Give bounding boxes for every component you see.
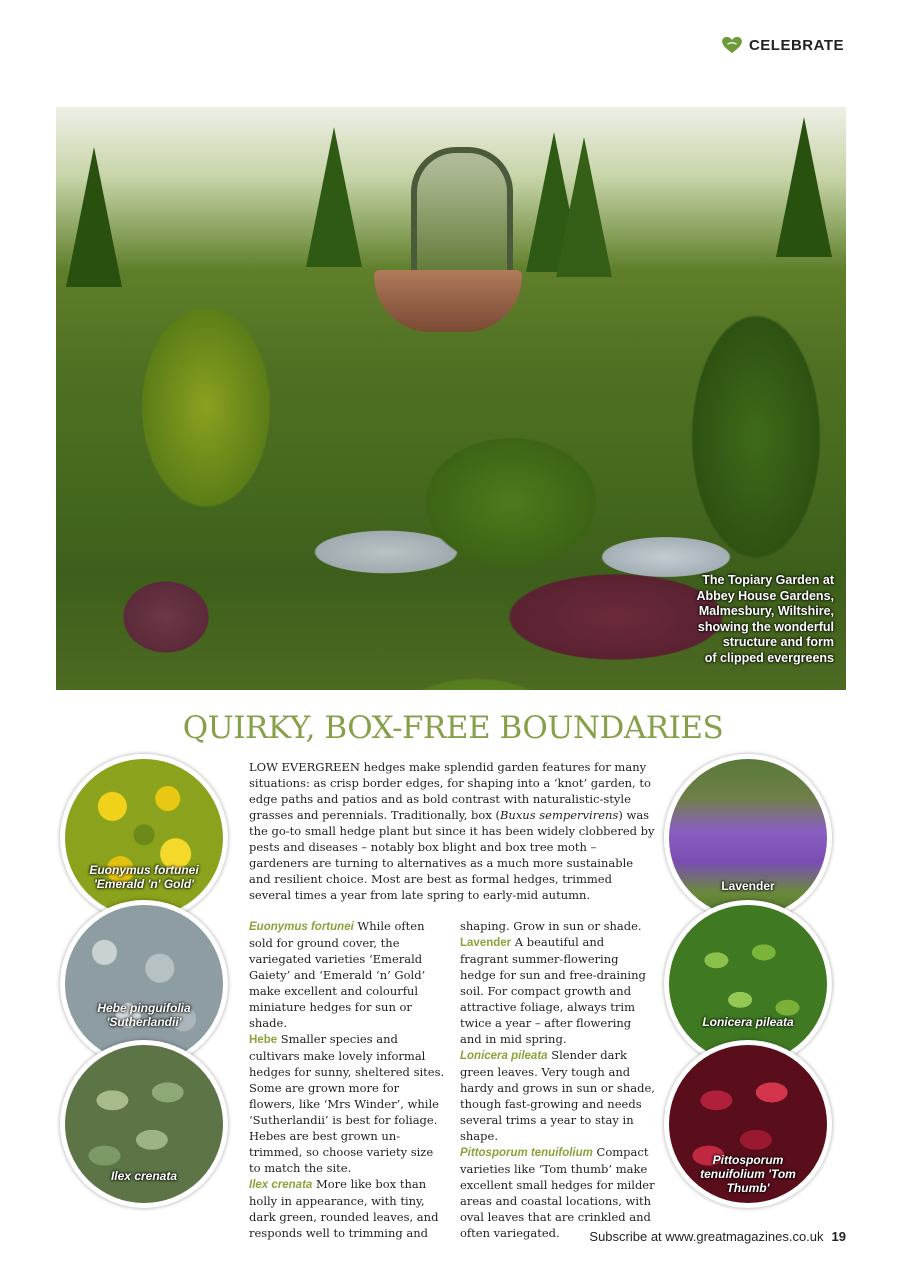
plant-text: While often sold for ground cover, the variegated varieties ‘Emerald Gaiety’ and ‘Emerald ‘n’ Gold’ make excellent and colourful miniature hedges for sun or shade. — [249, 919, 426, 1030]
hero-caption — [654, 573, 834, 666]
plant-entry-lonicera — [460, 1047, 656, 1144]
photo-label — [65, 1001, 223, 1029]
plant-name: Euonymus fortunei — [249, 921, 354, 933]
section-tag — [721, 36, 844, 54]
plant-name: Ilex crenata — [249, 1179, 313, 1191]
photo-label-line: 'Emerald 'n' Gold' — [93, 877, 195, 891]
photo-label-line: Euonymus fortunei — [89, 863, 199, 877]
plant-text: A beautiful and fragrant summer-flowering hedge for sun and free-draining soil. For compact growth and attractive foliage, always trim twice a year – after flowering and in mid spring. — [460, 935, 646, 1046]
plant-text-continued: shaping. Grow in sun or shade. — [460, 919, 642, 933]
photo-label — [65, 1169, 223, 1183]
photo-lavender — [664, 754, 832, 922]
plant-name: Lavender — [460, 937, 512, 949]
photo-label-line: 'Sutherlandii' — [106, 1015, 182, 1029]
photo-label-line: tenuifolium 'Tom — [700, 1167, 796, 1181]
photo-ilex — [60, 1040, 228, 1208]
plant-name: Pittosporum tenuifolium — [460, 1147, 593, 1159]
caption-line: structure and form — [722, 635, 834, 649]
plant-text: Compact varieties like ‘Tom thumb’ make excellent small hedges for milder areas and coastal locations, with oval leaves that are crinkled and often variegated. — [460, 1145, 655, 1240]
photo-pittosporum — [664, 1040, 832, 1208]
caption-line: Malmesbury, Wiltshire, — [698, 604, 834, 618]
photo-label — [669, 1153, 827, 1195]
photo-label — [669, 1015, 827, 1029]
article-headline: QUIRKY, BOX-FREE BOUNDARIES — [182, 710, 724, 746]
plant-text: Smaller species and cultivars make lovely informal hedges for sunny, sheltered sites. Some are grown more for flowers, like ‘Mrs Winder’, while ‘Sutherlandii’ is best for foliage. Hebes are best grown un-trimmed, so choose variety size to match the site. — [249, 1032, 445, 1175]
photo-label-line: Thumb' — [726, 1181, 770, 1195]
subscribe-text: Subscribe at www.greatmagazines.co.uk — [589, 1229, 824, 1244]
garden-arch — [411, 147, 513, 278]
intro-paragraph — [249, 759, 657, 903]
hero-photo — [56, 107, 846, 690]
plant-entry-euonymus — [249, 918, 445, 1031]
caption-line: showing the wonderful — [697, 619, 834, 634]
caption-line: of clipped evergreens — [704, 650, 834, 665]
caption-line: Abbey House Gardens, — [696, 588, 834, 603]
plant-name: Hebe — [249, 1034, 278, 1046]
page-number: 19 — [831, 1229, 846, 1244]
intro-latin-name: Buxus sempervirens — [499, 808, 619, 822]
plant-text: More like box than holly in appearance, with tiny, dark green, rounded leaves, and responds well to trimming and — [249, 1177, 439, 1240]
photo-label-line: Ilex crenata — [110, 1169, 178, 1183]
photo-label-line: Lavender — [721, 879, 775, 893]
plant-name: Lonicera pileata — [460, 1050, 548, 1062]
photo-label-line: Lonicera pileata — [702, 1015, 794, 1029]
intro-text: LOW EVERGREEN hedges make splendid garden features for many situations: as crisp border edges, for shaping into a ‘knot’ garden, to edge paths and patios and as bold contrast with naturalistic-style grasses and perennials. Traditionally, box ( — [249, 760, 651, 822]
plant-text: Slender dark green leaves. Very tough and hardy and grows in sun or shade, though fast-growing and needs several trims a year to stay in shape. — [460, 1048, 655, 1143]
plant-entry-hebe — [249, 1031, 445, 1176]
plant-entry-ilex — [249, 1176, 445, 1241]
photo-euonymus — [60, 754, 228, 922]
photo-label-line: Pittosporum — [712, 1153, 784, 1167]
plant-entry-pittosporum — [460, 1144, 656, 1241]
page-footer — [589, 1229, 846, 1244]
photo-label — [65, 863, 223, 891]
section-label: CELEBRATE — [748, 36, 844, 54]
photo-label-line: Hebe pinguifolia — [97, 1001, 191, 1015]
heart-icon — [721, 36, 743, 54]
garden-urn — [374, 270, 522, 332]
text-column-left — [249, 918, 445, 1241]
text-column-right — [460, 918, 656, 1241]
plant-entry-lavender — [460, 934, 656, 1047]
caption-line: The Topiary Garden at — [702, 573, 834, 587]
intro-text: ) was the go-to small hedge plant but since it has been widely clobbered by pests and diseases – notably box blight and box tree moth – gardeners are turning to alternatives as a much more sustainable and resilient choice. Most are best as formal hedges, trimmed several times a year from late spring to early-mid autumn. — [249, 808, 655, 902]
photo-label — [669, 879, 827, 893]
